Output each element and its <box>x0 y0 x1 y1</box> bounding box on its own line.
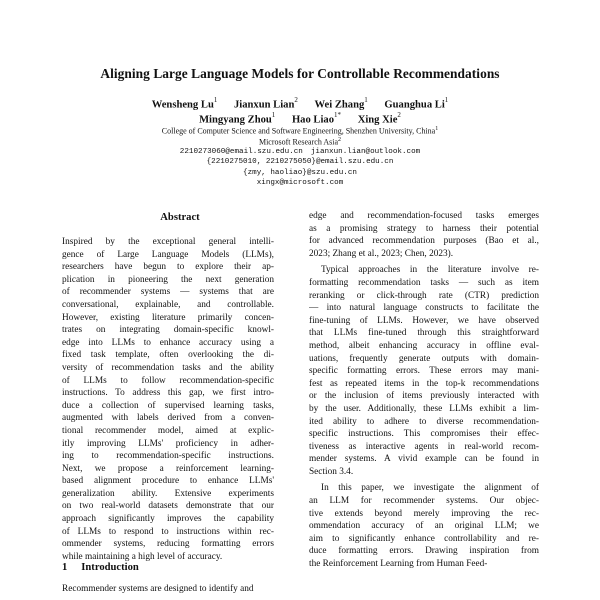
text-line: of LLMs to respond to instructions within rec- <box>62 526 274 537</box>
text-line: uations, frequently generate outputs with domain- <box>309 353 539 364</box>
affiliation-1: College of Computer Science and Software Engineering, Shenzhen University, China$^1$ <box>161 126 439 136</box>
text-line: — into natural language constructs to facilitate the <box>309 303 539 314</box>
text-line: plication in pioneering the next generation <box>62 274 274 285</box>
email-line-4: xingx@microsoft.com <box>256 179 344 187</box>
text-line: fest as repeated items in the top-k recommendations <box>309 378 539 389</box>
text-line: ommender systems, reducing formatting errors <box>62 539 274 550</box>
text-line: mender systems. A vivid example can be found in <box>309 454 539 465</box>
text-line: approach significantly improves the capability <box>62 514 274 525</box>
text-line: edge and recommendation-focused tasks emerges <box>309 211 539 221</box>
text-line: instructions. To address this gap, we first intro- <box>62 388 274 399</box>
text-line: for advanced recommendation purposes (Bao et al., <box>309 236 539 247</box>
text-line: specific formatting errors. These errors may mani- <box>309 366 539 377</box>
author: Jianxun Lian$^2$ <box>234 96 298 111</box>
author-list-row2 <box>0 112 600 126</box>
text-line: edge into LLMs to enhance accuracy using a <box>62 337 274 348</box>
author-list-row1 <box>0 97 600 111</box>
text-line: ited ability to adhere to diverse recommendation- <box>309 416 539 427</box>
section-heading-introduction: 1 Introduction <box>62 562 139 573</box>
text-line: versity of recommendation tasks and the ability <box>62 362 274 373</box>
text-line: of LLMs to follow recommendation-specific <box>62 375 274 386</box>
text-line: generalization ability. Extensive experiments <box>62 488 274 499</box>
text-line: In this paper, we investigate the alignment of <box>321 483 539 494</box>
text-line: conversational, explainable, and controllable. <box>62 299 274 310</box>
text-line: the Reinforcement Learning from Human Feed- <box>309 559 488 570</box>
author: Xing Xie$^2$ <box>357 111 401 126</box>
email-line-2: {2210275010, 2210275050}@email.szu.edu.cn <box>206 158 394 166</box>
text-line: method, albeit enhancing accuracy in offline eval- <box>309 340 539 351</box>
text-line: aim to significantly enhance controllability and re- <box>309 533 539 544</box>
text-line: on two real-world datasets demonstrate that our <box>62 501 274 512</box>
abstract-heading: Abstract <box>160 212 200 223</box>
text-line: based alignment procedure to enhance LLMs' <box>62 476 274 487</box>
intro-first-line: Recommender systems are designed to identify and <box>62 584 254 594</box>
text-line: fixed task template, often overlooking the di- <box>62 350 274 361</box>
text-line: researchers have begun to explore their ap- <box>62 262 274 273</box>
text-line: as a promising strategy to harness their potential <box>309 223 539 234</box>
text-line: reranking or click-through rate (CTR) prediction <box>309 290 539 301</box>
text-line: of recommender systems — systems that are <box>62 287 274 298</box>
text-line: ommendation accuracy of an original LLM; we <box>309 521 539 532</box>
email-line-3: {zmy, haoliao}@szu.edu.cn <box>243 169 357 177</box>
author: Guanghua Li$^1$ <box>384 96 449 111</box>
text-line: that LLMs fine-tuned through this straightforward <box>309 328 539 339</box>
text-line: specific instructions. This compromises their effec- <box>309 429 539 440</box>
text-line: ing to recommendation-specific instructions. <box>62 451 274 462</box>
author: Hao Liao$^{1*}$ <box>291 111 342 126</box>
author: Wei Zhang$^1$ <box>314 96 368 111</box>
text-line: an LLM for recommender systems. Our objec- <box>309 496 539 507</box>
text-line: Section 3.4. <box>309 466 354 477</box>
text-line: tiveness as interactive agents in real-world recom- <box>309 441 539 452</box>
text-line: augmented with labels derived from a conven- <box>62 413 274 424</box>
affiliation-2: Microsoft Research Asia$^2$ <box>258 137 342 147</box>
text-line: 2023; Zhang et al., 2023; Chen, 2023). <box>309 248 454 259</box>
text-line: trates on integrating domain-specific knowl- <box>62 325 274 336</box>
text-line: while maintaining a high level of accuracy. <box>62 551 223 562</box>
author: Mingyang Zhou$^1$ <box>199 111 276 126</box>
abstract-body <box>62 236 274 563</box>
email-line-1: 2210273060@email.szu.edu.cn jianxun.lian@outlook.com <box>179 148 421 156</box>
text-line: Typical approaches in the literature involve re- <box>321 265 539 276</box>
text-line: tive extends beyond merely improving the rec- <box>309 508 539 519</box>
paper-title: Aligning Large Language Models for Controllable Recommendations <box>100 66 500 81</box>
text-line: or the inclusion of items previously interacted with <box>309 391 539 402</box>
text-line: gence of Large Language Models (LLMs), <box>62 249 274 260</box>
text-line: duce formatting errors. Drawing inspiration from <box>309 546 539 557</box>
text-line: However, existing literature primarily concen- <box>62 312 274 323</box>
text-line: tional recommender model, aimed at explic- <box>62 425 274 436</box>
text-line: itly improving LLMs' proficiency in adher- <box>62 438 274 449</box>
text-line: Next, we propose a reinforcement learning- <box>62 463 274 474</box>
text-line: duce a collection of supervised learning tasks, <box>62 400 274 411</box>
text-line: formatting recommendation tasks — such as item <box>309 277 539 288</box>
text-line: by the user. Additionally, these LLMs exhibit a lim- <box>309 403 539 414</box>
text-line: Inspired by the exceptional general intelli- <box>62 237 274 247</box>
right-column-body <box>309 210 539 571</box>
text-line: fine-tuning of LLMs. However, we have observed <box>309 315 539 326</box>
author: Wensheng Lu$^1$ <box>151 96 218 111</box>
